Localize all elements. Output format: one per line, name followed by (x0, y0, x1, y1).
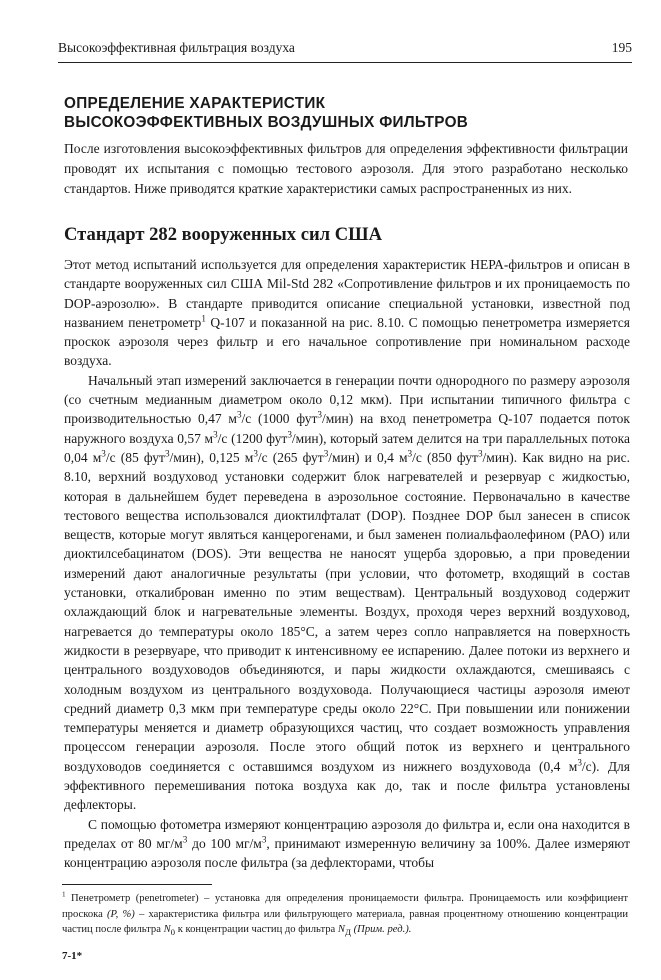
paragraph-1-text: Этот метод испытаний используется для определения характеристик НЕРА-фильтров и описан в стандарте вооруженных сил США Mil-Std 282 «Сопротивление фильтров и их проницаемость по DOP-аэрозолю». В стандарте приводится описание специальной установки, известной под названием пенетрометр (64, 257, 630, 330)
body-text (64, 255, 630, 873)
sup: 3 (101, 448, 106, 459)
p2-e: /мин), который затем делится на три параллельных потока 0,04 м (64, 430, 630, 465)
running-header (58, 40, 632, 56)
paragraph-2 (64, 371, 630, 815)
sup: 3 (577, 757, 582, 768)
sup: 3 (182, 834, 188, 845)
section-title-line2: ВЫСОКОЭФФЕКТИВНЫХ ВОЗДУШНЫХ ФИЛЬТРОВ (64, 114, 469, 131)
section-title-line1: ОПРЕДЕЛЕНИЕ ХАРАКТЕРИСТИК (64, 95, 326, 112)
p2-f: /с (85 фут (105, 449, 165, 465)
p2-h: /с (265 фут (257, 449, 324, 465)
footnote-mark: 1 (62, 890, 66, 899)
n-before: N (337, 924, 345, 935)
footnote-italic: (P, %) (107, 908, 135, 920)
n-before-sub: Д (344, 927, 351, 938)
sup: 3 (236, 409, 242, 420)
subsection-title: Стандарт 282 вооруженных сил США (64, 224, 383, 245)
running-title: Высокоэффективная фильтрация воздуха (58, 40, 295, 55)
n-after: N (163, 924, 171, 935)
intro-paragraph: После изготовления высокоэффективных фильтров для определения эффективности фильтрации проводят их испытания с помощью тестового аэрозоля. Для этого разработано несколько стандартов. Ниже приводятся краткие характеристики самых распространенных из них. (64, 141, 628, 197)
sup: 3 (407, 448, 413, 459)
p2-c: /мин) на вход пенетрометра Q-107 подается поток наружного воздуха 0,57 м (64, 411, 630, 446)
footnote (62, 891, 628, 941)
p2-g: /мин), 0,125 м (169, 449, 254, 465)
p3-c: , принимают измеренную величину за 100%. Далее измеряют концентрацию аэрозоля после фильтра (за дефлекторами, чтобы (64, 835, 631, 871)
header-rule (58, 62, 632, 63)
footnote-ref: 1 (201, 313, 206, 324)
paragraph-1 (64, 255, 630, 371)
p2-a: Начальный этап измерений заключается в генерации почти однородного по размеру аэрозоля (со счетным медианным диаметром около 0,12 мкм). При испытании типичного фильтра с производительностью 0,47 м (64, 372, 630, 427)
p2-b: /с (1000 фут (241, 411, 318, 427)
p2-l: /с). Для эффективного перемешивания потока воздуха как до, так и после фильтра установлены дефлекторы. (64, 758, 630, 813)
footnote-rule (62, 884, 212, 885)
sup: 3 (253, 448, 258, 459)
paragraph-3 (64, 815, 630, 873)
paragraph-1-tail: Q-107 и показанной на рис. 8.10. С помощью пенетрометра измеряется проскок аэрозоля через фильтр и его начальное сопротивление при номинальном расходе воздуха. (64, 314, 631, 369)
signature-mark: 7-1* (62, 950, 83, 962)
footnote-text-b: – характеристика фильтра или фильтрующего материала, равная процентному отношению концентрации частиц после фильтра (62, 908, 628, 935)
p2-d: /с (1200 фут (217, 430, 288, 446)
sup: 3 (261, 834, 267, 845)
sup: 3 (287, 429, 292, 440)
editor-note: (Прим. ред.). (351, 924, 412, 935)
sup: 3 (164, 448, 170, 459)
sup: 3 (213, 429, 218, 440)
p2-j: /с (850 фут (412, 449, 478, 465)
p3-a: С помощью фотометра измеряют концентрацию аэрозоля до фильтра и, если она находится в пределах от 80 мг/м (64, 816, 630, 851)
footnote-text-a: Пенетрометр (penetrometer) – установка для определения проницаемости фильтра. Проницаемость или коэффициент проскока (62, 893, 628, 920)
section-title (64, 94, 624, 132)
sup: 3 (477, 448, 483, 459)
footnote-text-c: к концентрации частиц до фильтра (175, 924, 338, 935)
n-after-sub: 0 (170, 927, 176, 938)
p2-k: /мин). Как видно на рис. 8.10, верхний воздуховод установки содержит блок нагревателей и резервуар с жидкостью, которая в дальнейшем будет переведена в аэрозольное состояние. Первоначально в качестве тестового вещества использовался диоктилфталат (DOP). Позднее DOP был занесен в список веществ, которые могут являться канцерогенами, и был заменен полиальфаолефином (PAO) или диоктилсебацинатом (DOS). Эти вещества не наносят ущерба здоровью, а при проведении измерений дают аналогичные результаты (при условии, что фотометр, входящий в состав установки, откалиброван именно по этим веществам). Центральный воздуховод содержит охлаждающий блок и нагревательные элементы. Воздух, проходя через верхний воздуховод, нагревается до температуры около 185°С, а затем через сопло направляется на поверхность жидкости в резервуаре, что приводит к интенсивному ее испарению. Далее потоки из верхнего и центрального воздуховодов объединяются, и пары жидкости охлаждаются, смешиваясь с холодным воздухом из центрального воздуховода. Получающиеся частицы аэрозоля имеют средний диаметр 0,3 мкм при температуре среды около 22°С. При повышении или понижении температуры меняется и диаметр образующихся частиц, что создает возможность управления процессом генерации аэрозоля. После этого общий поток из верхнего и центрального воздуховодов соединяется с оставшимся воздухом из нижнего воздуховода (0,4 м (64, 449, 630, 774)
p2-i: /мин) и 0,4 м (328, 449, 408, 465)
p3-b: до 100 мг/м (187, 835, 262, 851)
page-number: 195 (611, 40, 632, 55)
sup: 3 (323, 448, 329, 459)
sup: 3 (317, 409, 322, 420)
